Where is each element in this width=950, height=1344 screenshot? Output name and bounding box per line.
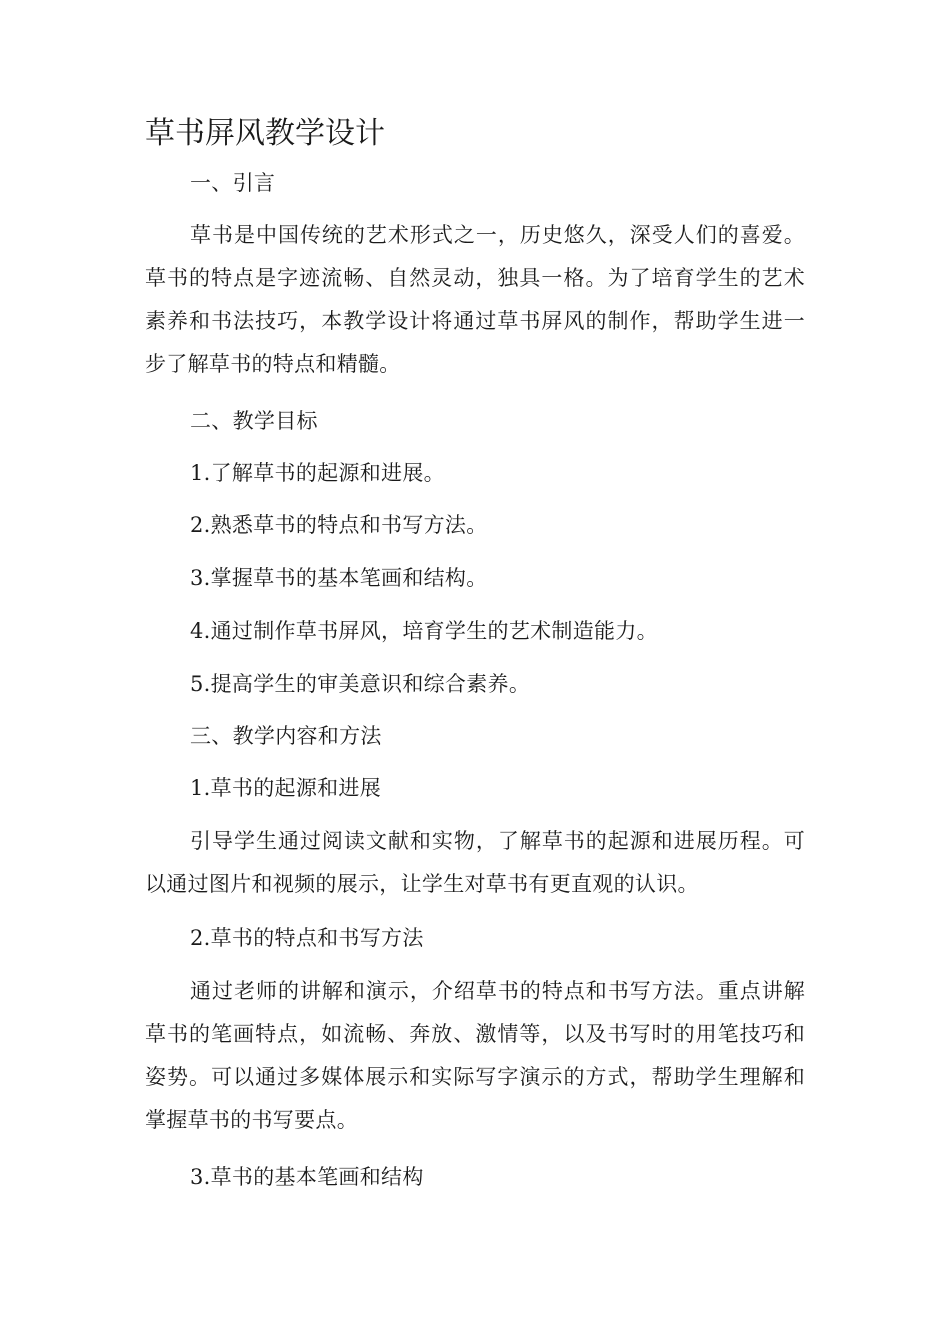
features-paragraph: 通过老师的讲解和演示，介绍草书的特点和书写方法。重点讲解草书的笔画特点，如流畅、奔放、激情等，以及书写时的用笔技巧和姿势。可以通过多媒体展示和实际写字演示的方式，帮助学生理解和掌握草书的书写要点。 — [145, 979, 805, 1132]
goal-item: 1.了解草书的起源和进展。 — [190, 461, 445, 485]
subsection-heading-strokes: 3.草书的基本笔画和结构 — [190, 1165, 424, 1189]
subsection-heading-features: 2.草书的特点和书写方法 — [190, 926, 424, 950]
origin-paragraph: 引导学生通过阅读文献和实物，了解草书的起源和进展历程。可以通过图片和视频的展示，让学生对草书有更直观的认识。 — [145, 829, 805, 896]
section-heading-content-and-methods: 三、教学内容和方法 — [190, 724, 382, 748]
goal-item: 2.熟悉草书的特点和书写方法。 — [190, 513, 488, 537]
section-heading-teaching-goals: 二、教学目标 — [190, 409, 318, 433]
introduction-paragraph: 草书是中国传统的艺术形式之一，历史悠久，深受人们的喜爱。草书的特点是字迹流畅、自然灵动，独具一格。为了培育学生的艺术素养和书法技巧，本教学设计将通过草书屏风的制作，帮助学生进一步了解草书的特点和精髓。 — [145, 223, 805, 376]
document-title: 草书屏风教学设计 — [145, 116, 385, 151]
goal-item: 5.提高学生的审美意识和综合素养。 — [190, 672, 531, 696]
subsection-heading-origin: 1.草书的起源和进展 — [190, 776, 382, 800]
goal-item: 4.通过制作草书屏风，培育学生的艺术制造能力。 — [190, 619, 658, 643]
section-heading-introduction: 一、引言 — [190, 171, 276, 195]
goal-item: 3.掌握草书的基本笔画和结构。 — [190, 566, 488, 590]
